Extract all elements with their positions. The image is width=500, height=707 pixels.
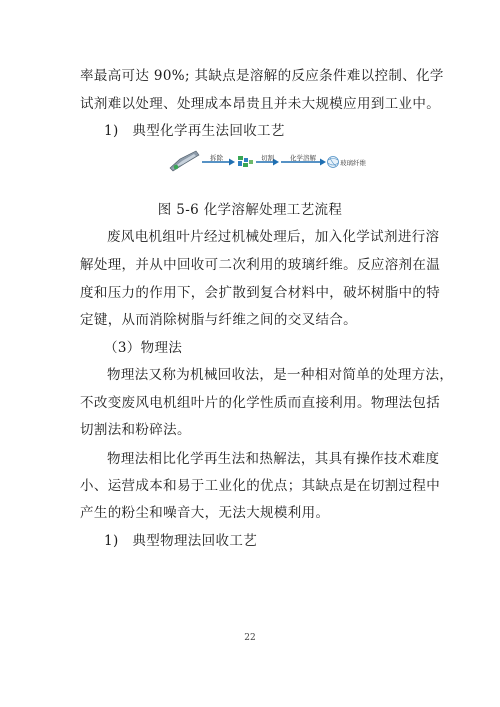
fiber-ball-icon <box>328 157 339 168</box>
paragraph-line: 废风电机组叶片经过机械处理后，加入化学试剂进行溶 <box>107 229 440 245</box>
flow-step-label: 拆除 <box>210 154 223 162</box>
turbine-blade-icon <box>170 151 199 171</box>
paragraph-line: 率最高可达 90%; 其缺点是溶解的反应条件难以控制、化学 <box>80 68 444 84</box>
paragraph-line: 定键，从而消除树脂与纤维之间的交叉结合。 <box>80 312 357 328</box>
paragraph-line: 不改变废风电机组叶片的化学性质而直接利用。物理法包括 <box>80 395 441 411</box>
paragraph-line: 物理法相比化学再生法和热解法，其具有操作技术难度 <box>107 451 440 467</box>
flow-step-label: 化学溶解 <box>290 154 316 162</box>
paragraph-line: 试剂难以处理、处理成本昂贵且并未大规模应用到工业中。 <box>80 96 441 112</box>
paragraph-line: 小、运营成本和易于工业化的优点；其缺点是在切割过程中 <box>80 478 441 494</box>
section-heading: 1) 典型化学再生法回收工艺 <box>104 123 285 139</box>
flow-step-label: 切割 <box>261 154 274 162</box>
section-heading: 1) 典型物理法回收工艺 <box>104 533 258 549</box>
material-pieces-icon <box>238 156 253 167</box>
process-flow-diagram <box>168 148 364 174</box>
paragraph-line: 切割法和粉碎法。 <box>80 422 191 438</box>
paragraph-line: 物理法又称为机械回收法，是一种相对简单的处理方法， <box>107 367 454 383</box>
paragraph-line: 产生的粉尘和噪音大，无法大规模利用。 <box>80 505 330 521</box>
paragraph-line: 解处理，并从中回收可二次利用的玻璃纤维。反应溶剂在温 <box>80 257 441 273</box>
figure-caption: 图 5-6 化学溶解处理工艺流程 <box>157 202 343 218</box>
paragraph-line: 度和压力的作用下，会扩散到复合材料中，破坏树脂中的特 <box>80 285 441 301</box>
section-heading: （3）物理法 <box>104 340 183 356</box>
page-number: 22 <box>244 633 256 643</box>
flow-step-label: 玻璃纤维 <box>340 159 366 167</box>
